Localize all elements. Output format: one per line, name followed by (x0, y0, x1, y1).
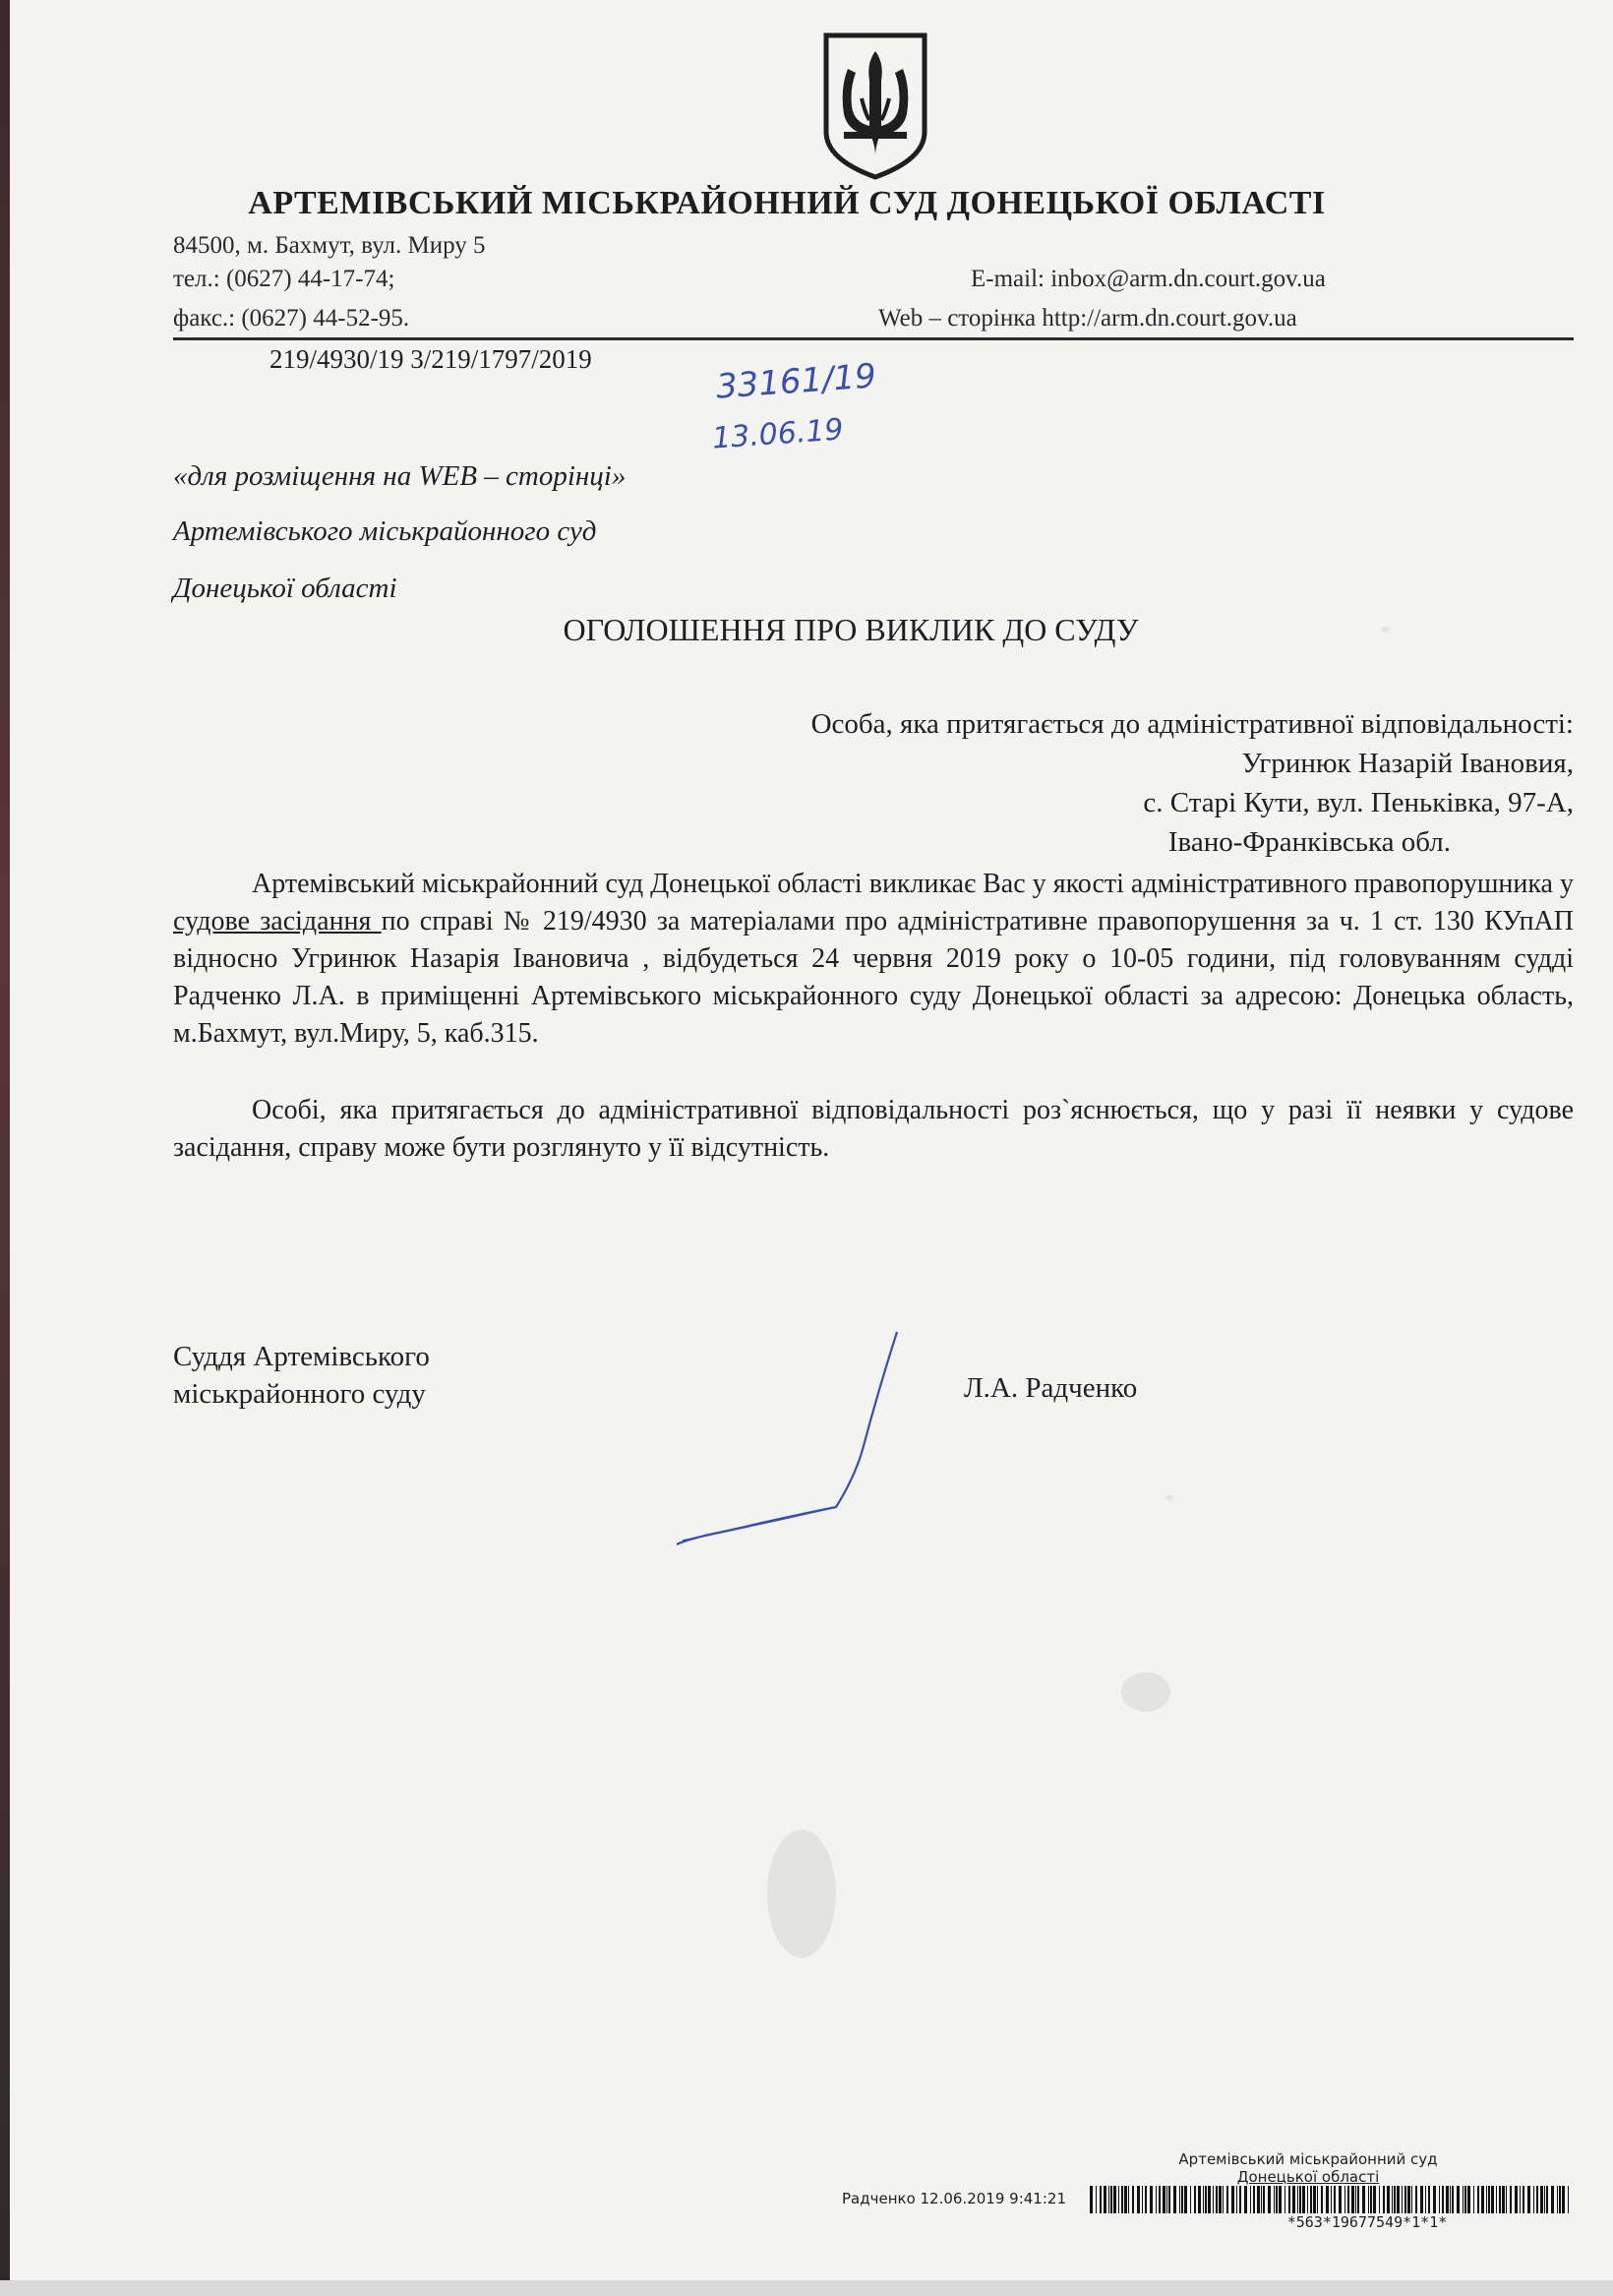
barcode-icon (1090, 2186, 1572, 2215)
court-website: Web – сторінка http://arm.dn.court.gov.ua (878, 305, 1297, 332)
absence-notice-text: Особі, яка притягається до адміністративної відповідальності роз`яснюється, що у разі її неявки у судове засідання, справу може бути розглянуто у її відсутність. (173, 1095, 1574, 1163)
judge-title-line-1: Суддя Артемівського (173, 1341, 430, 1372)
addressee-region: Івано-Франківська обл. (1167, 826, 1451, 858)
handwritten-registration-number: 33161/19 (714, 356, 878, 407)
recipient-line-2: Артемівського міськрайонного суд (173, 515, 597, 547)
handwritten-registration-date: 13.06.19 (710, 412, 845, 456)
court-stamp-text (1151, 2150, 1465, 2186)
addressee-street: с. Старі Кути, вул. Пеньківка, 97-А, (1143, 787, 1574, 818)
scan-smudge (767, 1830, 836, 1958)
court-name-heading: АРТЕМІВСЬКИЙ МІСЬКРАЙОННИЙ СУД ДОНЕЦЬКОЇ ОБЛАСТІ (248, 185, 1326, 221)
summons-text-start: Артемівський міськрайонний суд Донецької області викликає Вас у якості адміністративного правопорушника у (252, 869, 1574, 899)
scan-edge-bottom (0, 2280, 1613, 2296)
absence-notice-paragraph (173, 1092, 1574, 1167)
court-fax: факс.: (0627) 44-52-95. (173, 305, 410, 332)
scan-edge-left (0, 0, 10, 2296)
court-email: E-mail: inbox@arm.dn.court.gov.ua (971, 266, 1326, 292)
stamp-timestamp: Радченко 12.06.2019 9:41:21 (842, 2190, 1066, 2207)
document-title: ОГОЛОШЕННЯ ПРО ВИКЛИК ДО СУДУ (563, 612, 1139, 647)
trident-coat-of-arms-icon (818, 30, 932, 182)
recipient-line-3: Донецької області (173, 573, 397, 604)
handwritten-signature (669, 1328, 905, 1554)
summons-text-underlined: судове засідання (173, 906, 382, 937)
summons-text-end: по справі № 219/4930 за матеріалами про адміністративне правопорушення за ч. 1 ст. 130 КУпАП відносно Угринюк Назарія Івановича , відбудеться 24 червня 2019 року о 10-05 години, під головуванням судді Радченко Л.А. в приміщенні Артемівського міськрайонного суду Донецької області за адресою: Донецька область, м.Бахмут, вул.Миру, 5, каб.315. (173, 906, 1574, 1049)
summons-paragraph (173, 866, 1574, 1053)
court-address: 84500, м. Бахмут, вул. Миру 5 (173, 232, 486, 259)
judge-title-line-2: міськрайонного суду (173, 1378, 426, 1410)
judge-name: Л.А. Радченко (964, 1372, 1138, 1404)
case-reference-numbers: 219/4930/19 3/219/1797/2019 (269, 344, 592, 374)
barcode-number: *563*19677549*1*1* (1286, 2213, 1448, 2231)
judge-title (173, 1338, 430, 1413)
addressee-name: Угринюк Назарій Івановия, (1241, 748, 1574, 779)
header-divider (173, 337, 1574, 340)
scan-speck (1165, 1495, 1173, 1500)
scan-smudge (1121, 1672, 1170, 1712)
court-stamp-line-1: Артемівський міськрайонний суд (1178, 2150, 1438, 2168)
recipient-line-1: «для розміщення на WEB – сторінці» (173, 460, 627, 492)
court-stamp-line-2: Донецької області (1236, 2168, 1380, 2186)
court-phone: тел.: (0627) 44-17-74; (173, 266, 395, 292)
addressee-label: Особа, яка притягається до адміністративної відповідальності: (810, 708, 1574, 740)
